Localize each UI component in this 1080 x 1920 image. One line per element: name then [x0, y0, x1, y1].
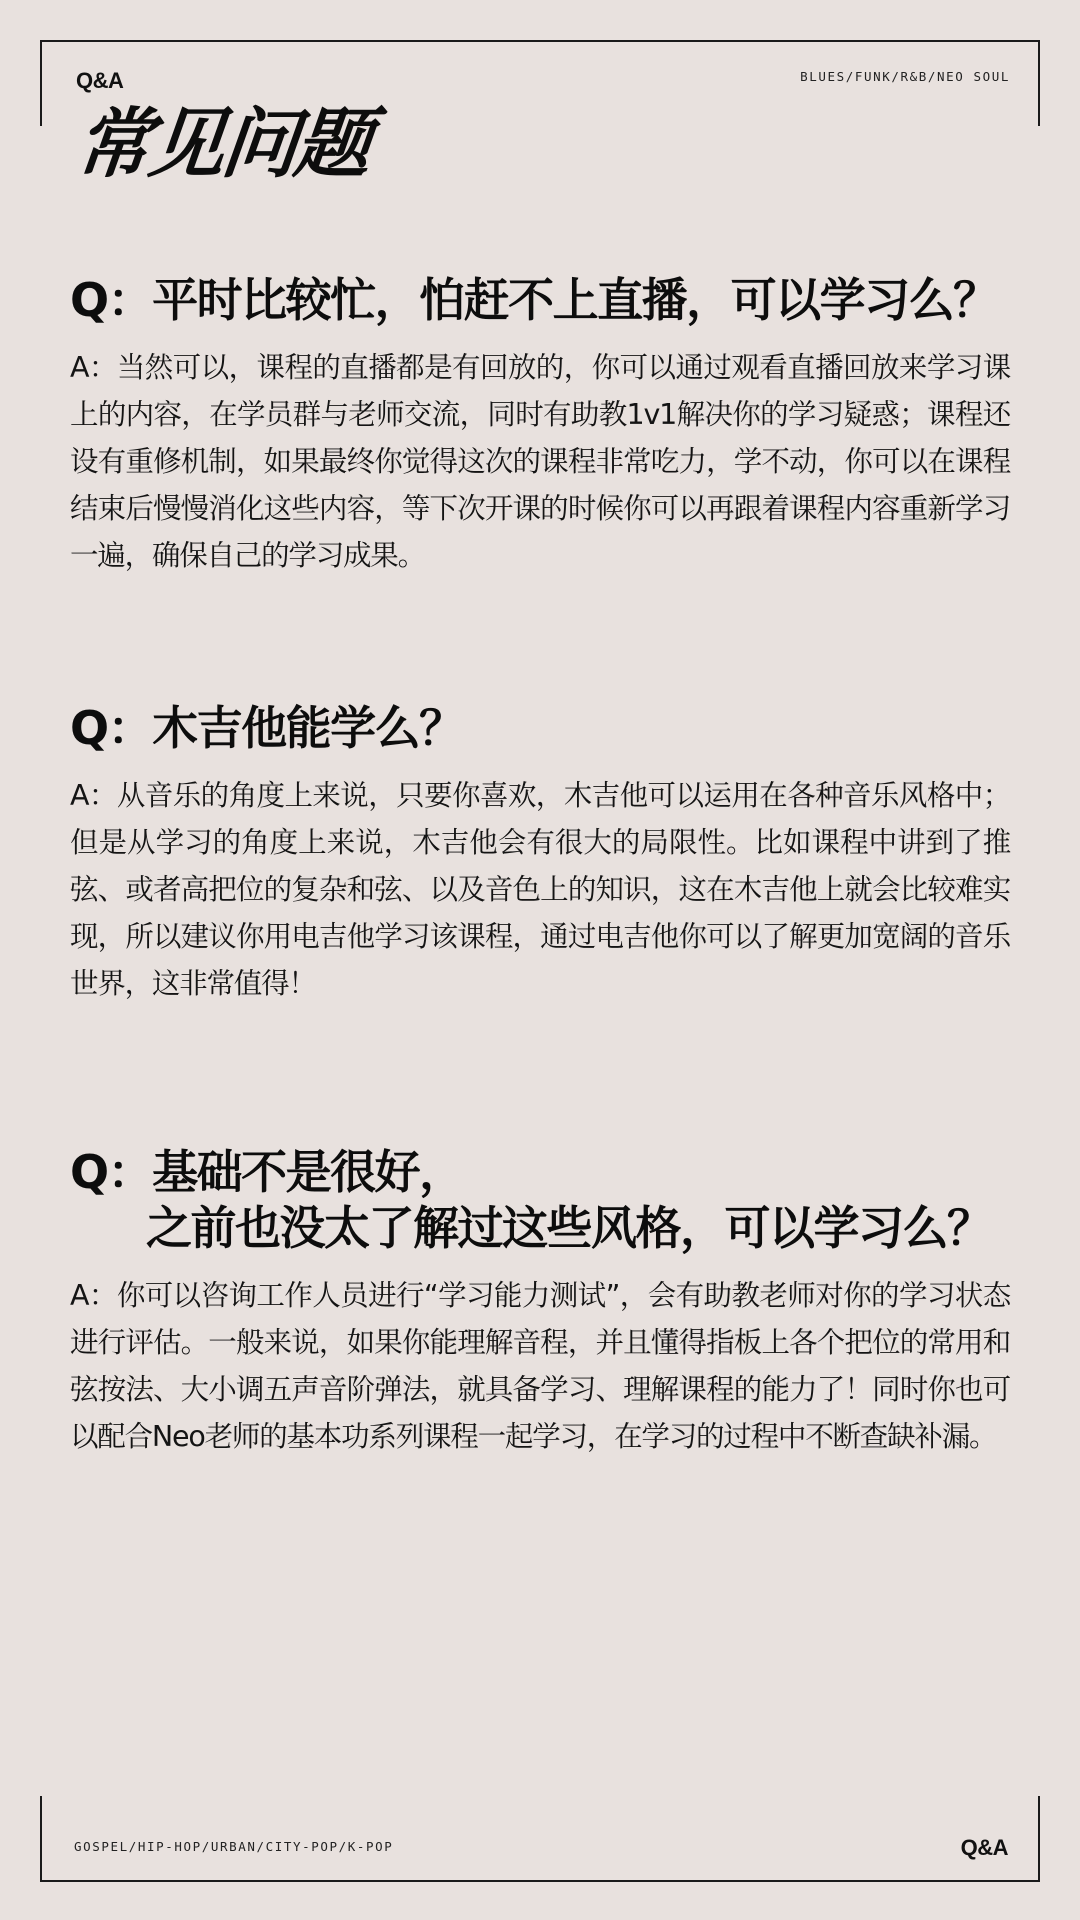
- faq-answer: A：你可以咨询工作人员进行“学习能力测试”，会有助教老师对你的学习状态进行评估。一般来说，如果你能理解音程，并且懂得指板上各个把位的常用和弦按法、大小调五声音阶弹法，就具备学习、理解课程的能力了！同时你也可以配合Neo老师的基本功系列课程一起学习，在学习的过程中不断查缺补漏。: [70, 1279, 1010, 1453]
- page-title: 常见问题: [71, 99, 373, 188]
- qa-logo-top: Q&A: [76, 68, 124, 93]
- faq-item-3: [70, 1144, 1010, 1460]
- qa-logo-bottom: Q&A: [960, 1835, 1008, 1860]
- genre-tag-top: BLUES/FUNK/R&B/NEO SOUL: [800, 69, 1010, 84]
- faq-answer: A：当然可以，课程的直播都是有回放的，你可以通过观看直播回放来学习课上的内容，在学员群与老师交流，同时有助教1v1解决你的学习疑惑；课程还设有重修机制，如果最终你觉得这次的课程非常吃力，学不动，你可以在课程结束后慢慢消化这些内容，等下次开课的时候你可以再跟着课程内容重新学习一遍，确保自己的学习成果。: [70, 351, 1010, 572]
- faq-question: [70, 1144, 1010, 1256]
- faq-item-1: [70, 272, 1010, 579]
- faq-item-2: [70, 700, 1010, 1007]
- faq-question-line-1: Q：基础不是很好，: [70, 1145, 464, 1199]
- faq-question: Q：平时比较忙，怕赶不上直播，可以学习么？: [70, 273, 998, 327]
- faq-question-line-2: 之前也没太了解过这些风格，可以学习么？: [146, 1201, 992, 1255]
- faq-answer: A：从音乐的角度上来说，只要你喜欢，木吉他可以运用在各种音乐风格中；但是从学习的角度上来说，木吉他会有很大的局限性。比如课程中讲到了推弦、或者高把位的复杂和弦、以及音色上的知识，这在木吉他上就会比较难实现，所以建议你用电吉他学习该课程，通过电吉他你可以了解更加宽阔的音乐世界，这非常值得！: [70, 779, 1010, 1000]
- genre-tag-bottom: GOSPEL/HIP-HOP/URBAN/CITY-POP/K-POP: [74, 1839, 394, 1854]
- faq-question: Q：木吉他能学么？: [70, 701, 464, 755]
